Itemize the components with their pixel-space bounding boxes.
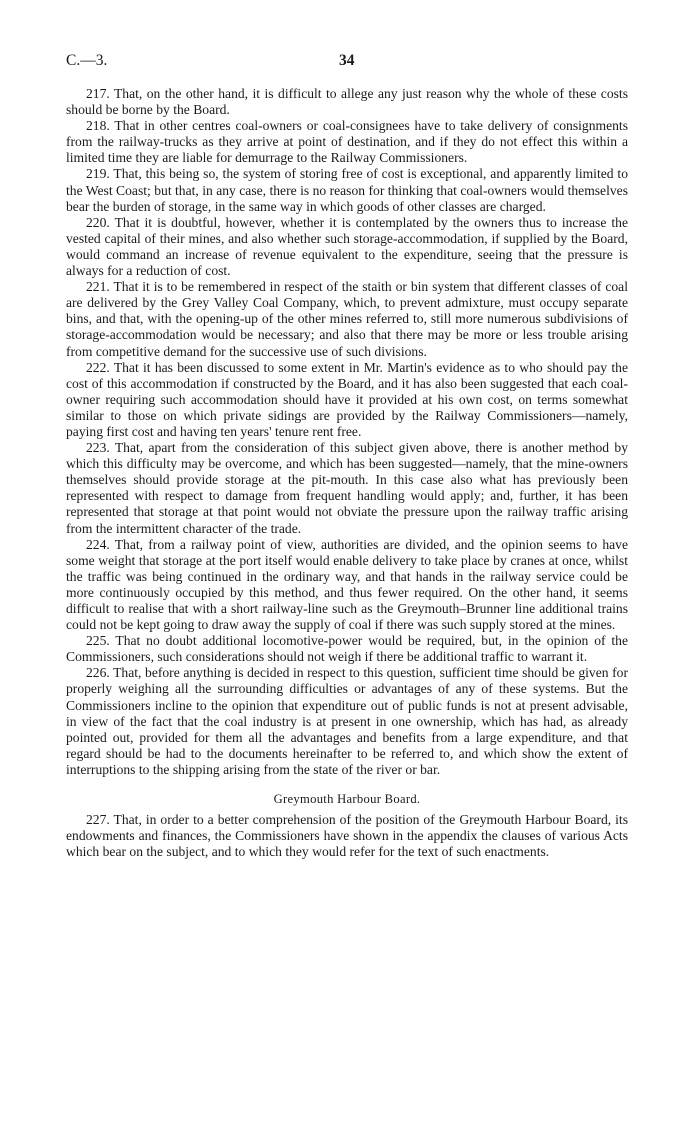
paragraph-219: 219. That, this being so, the system of storing free of cost is exceptional, and apparently limited to the West Coast; but that, in any case, there is no reason for thinking that coal-owners would themselves bear the burden of storage, in the same way in which goods of other classes are charged. [66,166,628,214]
paragraph-220: 220. That it is doubtful, however, whether it is contemplated by the owners thus to increase the vested capital of their mines, and also whether such storage-accommodation, if supplied by the Board, would command an increase of revenue equivalent to the expenditure, seeing that the pressure is always for a reduction of cost. [66,214,628,279]
paragraph-225: 225. That no doubt additional locomotive-power would be required, but, in the opinion of the Commissioners, such considerations should not weigh if there be additional traffic to warrant it. [66,633,628,665]
paragraph-223: 223. That, apart from the consideration of this subject given above, there is another method by which this difficulty may be overcome, and which has been suggested—namely, that the mine-owners themselves should provide storage at the pit-mouth. In this case also what has previously been represented with respect to damage from frequent handling would apply; and, further, it has been represented that storage at that point would not obviate the pressure upon the railway traffic arising from the intermittent character of the trade. [66,440,628,536]
document-body [66,86,628,860]
page-number: 34 [339,52,355,69]
paragraph-224: 224. That, from a railway point of view, authorities are divided, and the opinion seems to have some weight that storage at the port itself would enable delivery to take place by cranes at once, whilst the traffic was being continued in the ordinary way, and that hands in the railway service could be more continuously occupied by this method, and thus fewer required. On the other hand, it seems difficult to realise that with a short railway-line such as the Greymouth–Brunner line additional trains could not be kept going to draw away the supply of coal if there was such supply stored at the mines. [66,536,628,633]
paragraph-222: 222. That it has been discussed to some extent in Mr. Martin's evidence as to who should pay the cost of this accommodation if constructed by the Board, and it has also been suggested that each coal-owner requiring such accommodation should have it provided at his own cost, on terms somewhat similar to those on which private sidings are provided by the Railway Commissioners—namely, paying first cost and having ten years' tenure rent free. [66,359,628,439]
section-heading: Greymouth Harbour Board. [273,792,421,807]
paragraph-221: 221. That it is to be remembered in respect of the staith or bin system that different classes of coal are delivered by the Grey Valley Coal Company, which, to prevent admixture, must occupy separate bins, and that, with the opening-up of the other mines referred to, still more numerous subdivisions of storage-accommodation would be necessary; and also that there may be more or less trouble arising from competitive demand for the successive use of such divisions. [66,279,628,359]
paragraph-218: 218. That in other centres coal-owners or coal-consignees have to take delivery of consignments from the railway-trucks as they arrive at point of destination, and if they do not effect this within a limited time they are liable for demurrage to the Railway Commissioners. [66,118,628,166]
paragraph-227: 227. That, in order to a better comprehension of the position of the Greymouth Harbour Board, its endowments and finances, the Commissioners have shown in the appendix the clauses of various Acts which bear on the subject, and to which they would refer for the text of such enactments. [66,812,628,860]
document-reference: C.—3. [66,52,108,69]
paragraph-217: 217. That, on the other hand, it is difficult to allege any just reason why the whole of these costs should be borne by the Board. [66,86,628,118]
paragraph-226: 226. That, before anything is decided in respect to this question, sufficient time should be given for properly weighing all the surrounding difficulties or advantages of any of these systems. But the Commissioners incline to the opinion that expenditure out of public funds is not at present advisable, in view of the fact that the coal industry is at present in one ownership, which has had, as already pointed out, provided for them all the advantages and benefits from a large expenditure, and that regard should be had to the documents hereinafter to be referred to, and which show the extent of interruptions to the shipping arising from the state of the river or bar. [66,665,628,777]
page-header [66,52,628,74]
